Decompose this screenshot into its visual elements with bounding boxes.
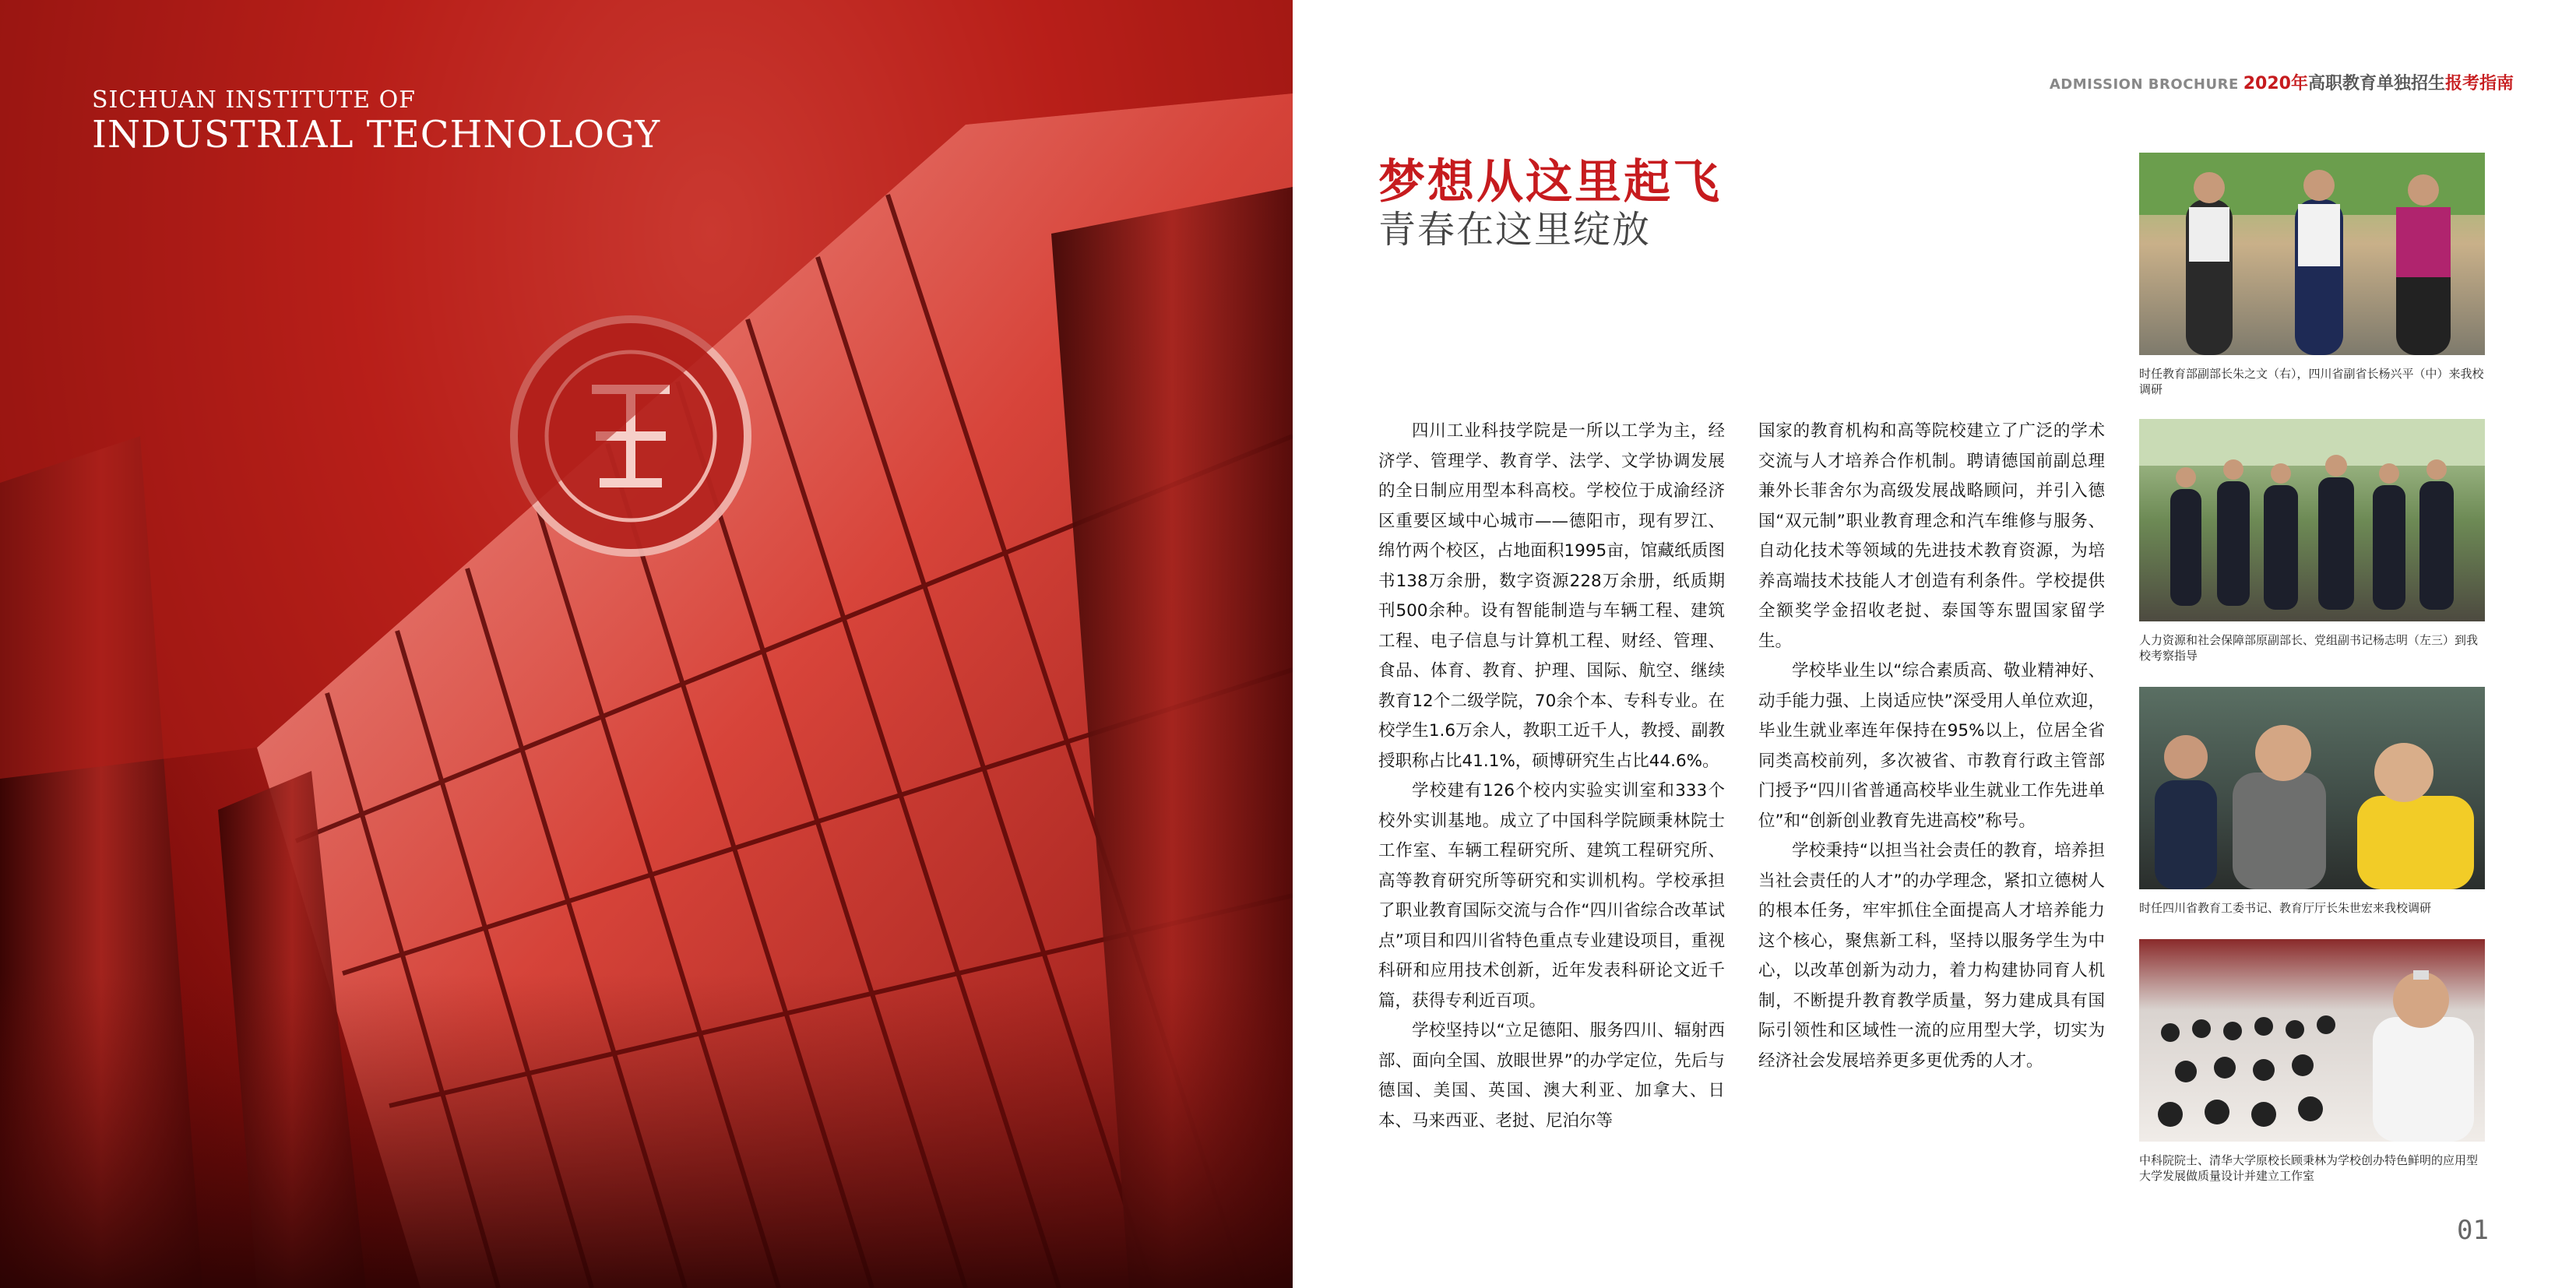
photo-visit-2 bbox=[2139, 419, 2485, 621]
photo-visit-3 bbox=[2139, 687, 2485, 889]
paragraph-3: 学校坚持以“立足德阳、服务四川、辐射西部、面向全国、放眼世界”的办学定位，先后与德国、美国、英国、澳大利亚、加拿大、日本、马来西亚、老挝、尼泊尔等 bbox=[1378, 1021, 1725, 1131]
text-column-right bbox=[1758, 417, 2105, 1076]
paragraph-5: 学校秉持“以担当社会责任的教育，培养担当社会责任的人才”的办学理念，紧扣立德树人的根本任务，牢牢抓住全面提高人才培养能力这个核心，聚焦新工科，坚持以服务学生为中心，以改革创新为动力，着力构建协同育人机制，不断提升教育教学质量，努力建成具有国际引领性和区域性一流的应用型大学，切实为经济社会发展培养更多更优秀的人才。 bbox=[1758, 841, 2105, 1071]
school-name-line1: SICHUAN INSTITUTE OF bbox=[92, 86, 416, 114]
school-name-logo bbox=[92, 87, 660, 156]
caption-4: 中科院院士、清华大学原校长顾秉林为学校创办特色鲜明的应用型大学发展做质量设计并建立工作室 bbox=[2139, 1153, 2479, 1183]
page-title: 梦想从这里起飞 bbox=[1378, 155, 1722, 209]
photo-visit-1 bbox=[2139, 153, 2485, 355]
photo-lecture bbox=[2139, 939, 2485, 1142]
paragraph-4: 学校毕业生以“综合素质高、敬业精神好、动手能力强、上岗适应快”深受用人单位欢迎，毕业生就业率连年保持在95%以上，位居全省同类高校前列，多次被省、市教育行政主管部门授予“四川省普通高校毕业生就业工作先进单位”和“创新创业教育先进高校”称号。 bbox=[1758, 661, 2105, 831]
paragraph-2: 学校建有126个校内实验实训室和333个校外实训基地。成立了中国科学院顾秉林院士工作室、车辆工程研究所、建筑工程研究所、高等教育研究所等研究和实训机构。学校承担了职业教育国际交流与合作“四川省综合改革试点”项目和四川省特色重点专业建设项目，重视科研和应用技术创新，近年发表科研论文近千篇，获得专利近百项。 bbox=[1378, 781, 1725, 1011]
school-name-line2: INDUSTRIAL TECHNOLOGY bbox=[92, 113, 661, 157]
paragraph-1: 四川工业科技学院是一所以工学为主，经济学、管理学、教育学、法学、文学协调发展的全日制应用型本科高校。学校位于成渝经济区重要区域中心城市——德阳市，现有罗江、绵竹两个校区，占地面积1995亩，馆藏纸质图书138万余册，数字资源228万余册，纸质期刊500余种。设有智能制造与车辆工程、建筑工程、电子信息与计算机工程、财经、管理、食品、体育、教育、护理、国际、航空、继续教育12个二级学院，70余个本、专科专业。在校学生1.6万余人，教职工近千人，教授、副教授职称占比41.1%，硕博研究生占比44.6%。 bbox=[1378, 421, 1725, 771]
caption-3: 时任四川省教育工委书记、教育厅厅长朱世宏来我校调研 bbox=[2139, 901, 2432, 915]
paragraph-3-continued: 国家的教育机构和高等院校建立了广泛的学术交流与人才培养合作机制。聘请德国前副总理兼外长菲舍尔为高级发展战略顾问，并引入德国“双元制”职业教育理念和汽车维修与服务、自动化技术等领域的先进技术教育资源，为培养高端技术技能人才创造有利条件。学校提供全额奖学金招收老挝、泰国等东盟国家留学生。 bbox=[1758, 421, 2105, 651]
page-subtitle: 青春在这里绽放 bbox=[1378, 208, 1652, 252]
brochure-header-middle: 高职教育单独招生 bbox=[2307, 74, 2445, 93]
brochure-header-guide: 报考指南 bbox=[2444, 74, 2514, 93]
brochure-header-year: 2020年 bbox=[2243, 74, 2308, 93]
brochure-header bbox=[2050, 70, 2514, 94]
caption-2: 人力资源和社会保障部原副部长、党组副书记杨志明（左三）到我校考察指导 bbox=[2139, 633, 2479, 663]
page-number: 01 bbox=[2457, 1215, 2489, 1246]
text-column-left bbox=[1378, 417, 1725, 1136]
brochure-header-en: ADMISSION BROCHURE bbox=[2049, 76, 2239, 93]
caption-1: 时任教育部副部长朱之文（右），四川省副省长杨兴平（中）来我校调研 bbox=[2139, 367, 2484, 396]
